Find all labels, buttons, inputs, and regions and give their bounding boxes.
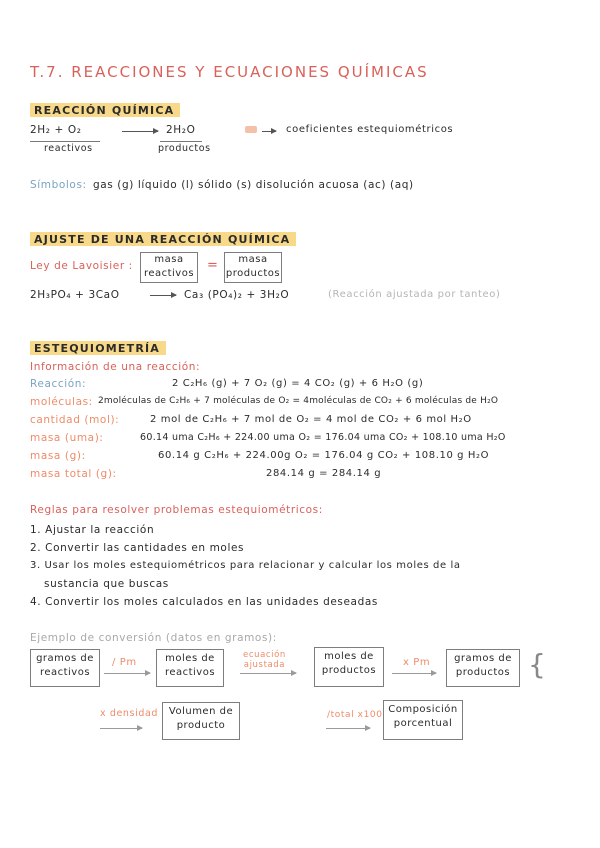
reaction-arrow: [122, 131, 158, 132]
row-label-cantidad: cantidad (mol):: [30, 414, 120, 426]
row-text-cantidad: 2 mol de C₂H₆ + 7 mol de O₂ = 4 mol de CO₂ + 6 mol H₂O: [150, 414, 472, 425]
reactants-underline: [30, 141, 100, 142]
flow-arrow-3: [392, 673, 436, 674]
rule-1: 1. Ajustar la reacción: [30, 524, 155, 536]
balanced-eq-arrow: [150, 295, 176, 296]
flow-label-total: /total x100: [327, 710, 383, 720]
flow-arrow-4: [100, 728, 142, 729]
brace-icon: {: [528, 648, 546, 681]
coef-arrow: [262, 131, 276, 132]
flow-label-times-pm: x Pm: [403, 657, 431, 668]
row-label-masa-uma: masa (uma):: [30, 432, 104, 444]
balanced-eq-left: 2H₃PO₄ + 3CaO: [30, 289, 120, 301]
section-heading-reaccion: REACCIÓN QUÍMICA: [30, 103, 180, 117]
row-label-moleculas: moléculas:: [30, 396, 93, 408]
balanced-eq-right: Ca₃ (PO₄)₂ + 3H₂O: [184, 289, 290, 301]
highlight-marker-icon: [245, 126, 257, 133]
coef-note: coeficientes estequiométricos: [286, 124, 454, 135]
page-title: T.7. REACCIONES Y ECUACIONES QUÍMICAS: [30, 63, 429, 81]
rules-title: Reglas para resolver problemas estequiométricos:: [30, 504, 323, 516]
equals-sign: =: [207, 258, 219, 273]
rule-2: 2. Convertir las cantidades en moles: [30, 542, 245, 554]
row-text-masa-total: 284.14 g = 284.14 g: [266, 468, 382, 479]
flow-label-equation: ecuación ajustada: [243, 650, 286, 670]
flow-label-density: x densidad: [100, 708, 159, 719]
row-text-masa-uma: 60.14 uma C₂H₆ + 224.00 uma O₂ = 176.04 uma CO₂ + 108.10 uma H₂O: [140, 432, 506, 443]
section-heading-ajuste: AJUSTE DE UNA REACCIÓN QUÍMICA: [30, 232, 296, 246]
flow-box-moles-reactants: moles de reactivos: [156, 649, 224, 687]
flow-arrow-2: [240, 673, 296, 674]
flow-box-grams-products: gramos de productos: [446, 649, 520, 687]
rule-3: 3. Usar los moles estequiométricos para relacionar y calcular los moles de la: [30, 560, 461, 571]
info-label: Información de una reacción:: [30, 361, 201, 373]
row-text-reaccion: 2 C₂H₆ (g) + 7 O₂ (g) = 4 CO₂ (g) + 6 H₂O (g): [172, 378, 424, 389]
balanced-eq-note: (Reacción ajustada por tanteo): [328, 289, 501, 300]
rule-3-continued: sustancia que buscas: [44, 578, 169, 590]
reaction-products: 2H₂O: [166, 124, 196, 136]
reaction-reactants: 2H₂ + O₂: [30, 124, 82, 136]
symbols-list: gas (g) líquido (l) sólido (s) disolución acuosa (ac) (aq): [93, 179, 414, 191]
rule-4: 4. Convertir los moles calculados en las unidades deseadas: [30, 596, 378, 608]
section-heading-estequiometria: ESTEQUIOMETRÍA: [30, 341, 166, 355]
products-label: productos: [158, 143, 211, 154]
symbols-label: Símbolos:: [30, 179, 87, 191]
flow-box-volume: Volumen de producto: [162, 702, 240, 740]
flow-label-divide-pm: / Pm: [112, 657, 137, 668]
row-text-masa-g: 60.14 g C₂H₆ + 224.00g O₂ = 176.04 g CO₂ + 108.10 g H₂O: [158, 450, 490, 461]
flow-box-grams-reactants: gramos de reactivos: [30, 649, 100, 687]
products-underline: [160, 141, 202, 142]
row-label-reaccion: Reacción:: [30, 378, 87, 390]
reactants-label: reactivos: [44, 143, 93, 154]
mass-products-box: masa productos: [224, 252, 282, 283]
flow-arrow-1: [104, 673, 150, 674]
row-label-masa-total: masa total (g):: [30, 468, 117, 480]
mass-reactants-box: masa reactivos: [140, 252, 198, 283]
lavoisier-label: Ley de Lavoisier :: [30, 260, 133, 272]
flow-arrow-5: [326, 728, 370, 729]
example-title: Ejemplo de conversión (datos en gramos):: [30, 632, 277, 644]
flow-box-moles-products: moles de productos: [314, 647, 384, 687]
flow-box-composition: Composición porcentual: [383, 700, 463, 740]
row-text-moleculas: 2moléculas de C₂H₆ + 7 moléculas de O₂ = 4moléculas de CO₂ + 6 moléculas de H₂O: [98, 396, 499, 406]
row-label-masa-g: masa (g):: [30, 450, 86, 462]
